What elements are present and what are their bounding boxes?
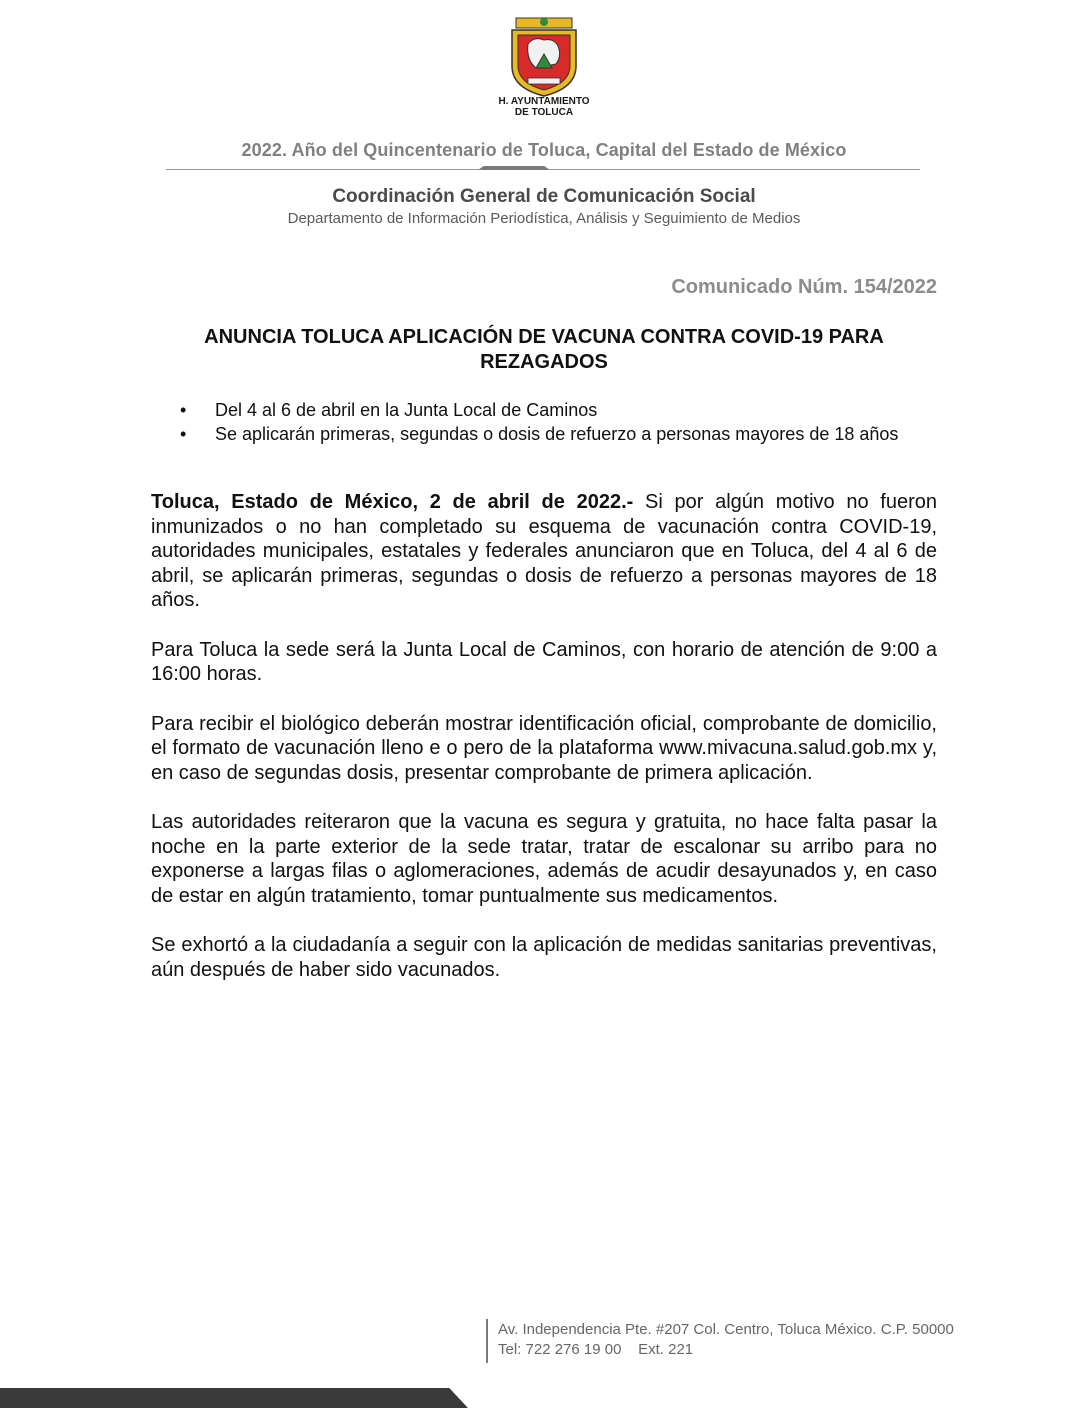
paragraph: Para Toluca la sede será la Junta Local de Caminos, con horario de atención de 9:00 a 16:00 horas. [151,638,937,685]
header-divider-tab [478,166,550,170]
headline-line1: ANUNCIA TOLUCA APLICACIÓN DE VACUNA CONTRA COVID-19 PARA [204,326,884,348]
dateline: Toluca, Estado de México, 2 de abril de 2022.- [151,491,634,513]
toluca-coat-of-arms-logo [506,16,582,98]
footer-contact [498,1320,954,1360]
article-body [151,490,937,1007]
bullet-dot-icon: • [180,400,187,420]
headline-line2: REZAGADOS [480,351,608,373]
coordination-title: Coordinación General de Comunicación Social [332,186,756,207]
paragraph: Para recibir el biológico deberán mostrar identificación oficial, comprobante de domicilio, el formato de vacunación lleno e o pero de la plataforma www.mivacuna.salud.gob.mx y, en caso de segundas dosis, presentar comprobante de primera aplicación. [151,712,937,784]
bullet-item [180,422,920,446]
footer-divider [486,1319,488,1363]
paragraph-lead-text: Si por algún motivo no fueron inmunizados o no han completado su esquema de vacunación contra COVID-19, autoridades municipales, estatales y federales anunciaron que en Toluca, del 4 al 6 de abril, se aplicarán primeras, segundas o dosis de refuerzo a personas mayores de 18 años. [151,491,938,611]
bullet-text: Del 4 al 6 de abril en la Junta Local de Caminos [215,400,598,420]
organization-name-line2: DE TOLUCA [514,107,574,118]
communique-number: Comunicado Núm. 154/2022 [671,276,937,298]
department-subtitle: Departamento de Información Periodística, Análisis y Seguimiento de Medios [287,210,801,227]
paragraph: Las autoridades reiteraron que la vacuna es segura y gratuita, no hace falta pasar la noche en la parte exterior de la sede tratar, tratar de escalonar su arribo para no exponerse a largas filas o aglomeraciones, además de acudir desayunados y, en caso de estar en algún tratamiento, tomar puntualmente sus medicamentos. [151,811,937,907]
headline [150,325,938,375]
year-slogan: 2022. Año del Quincentenario de Toluca, Capital del Estado de México [241,140,847,160]
bullet-dot-icon: • [180,424,187,444]
footer-phone: Tel: 722 276 19 00 Ext. 221 [498,1341,694,1358]
bullet-text: Se aplicarán primeras, segundas o dosis de refuerzo a personas mayores de 18 años [215,424,899,444]
paragraph-lead [151,490,937,613]
organization-name [444,96,644,118]
bullet-item [180,398,920,422]
paragraph: Se exhortó a la ciudadanía a seguir con la aplicación de medidas sanitarias preventivas, aún después de haber sido vacunados. [151,934,937,981]
footer-address: Av. Independencia Pte. #207 Col. Centro, Toluca México. C.P. 50000 [498,1321,954,1338]
footer-band [0,1388,468,1408]
summary-bullets [180,398,920,446]
organization-name-line1: H. AYUNTAMIENTO [498,96,590,107]
